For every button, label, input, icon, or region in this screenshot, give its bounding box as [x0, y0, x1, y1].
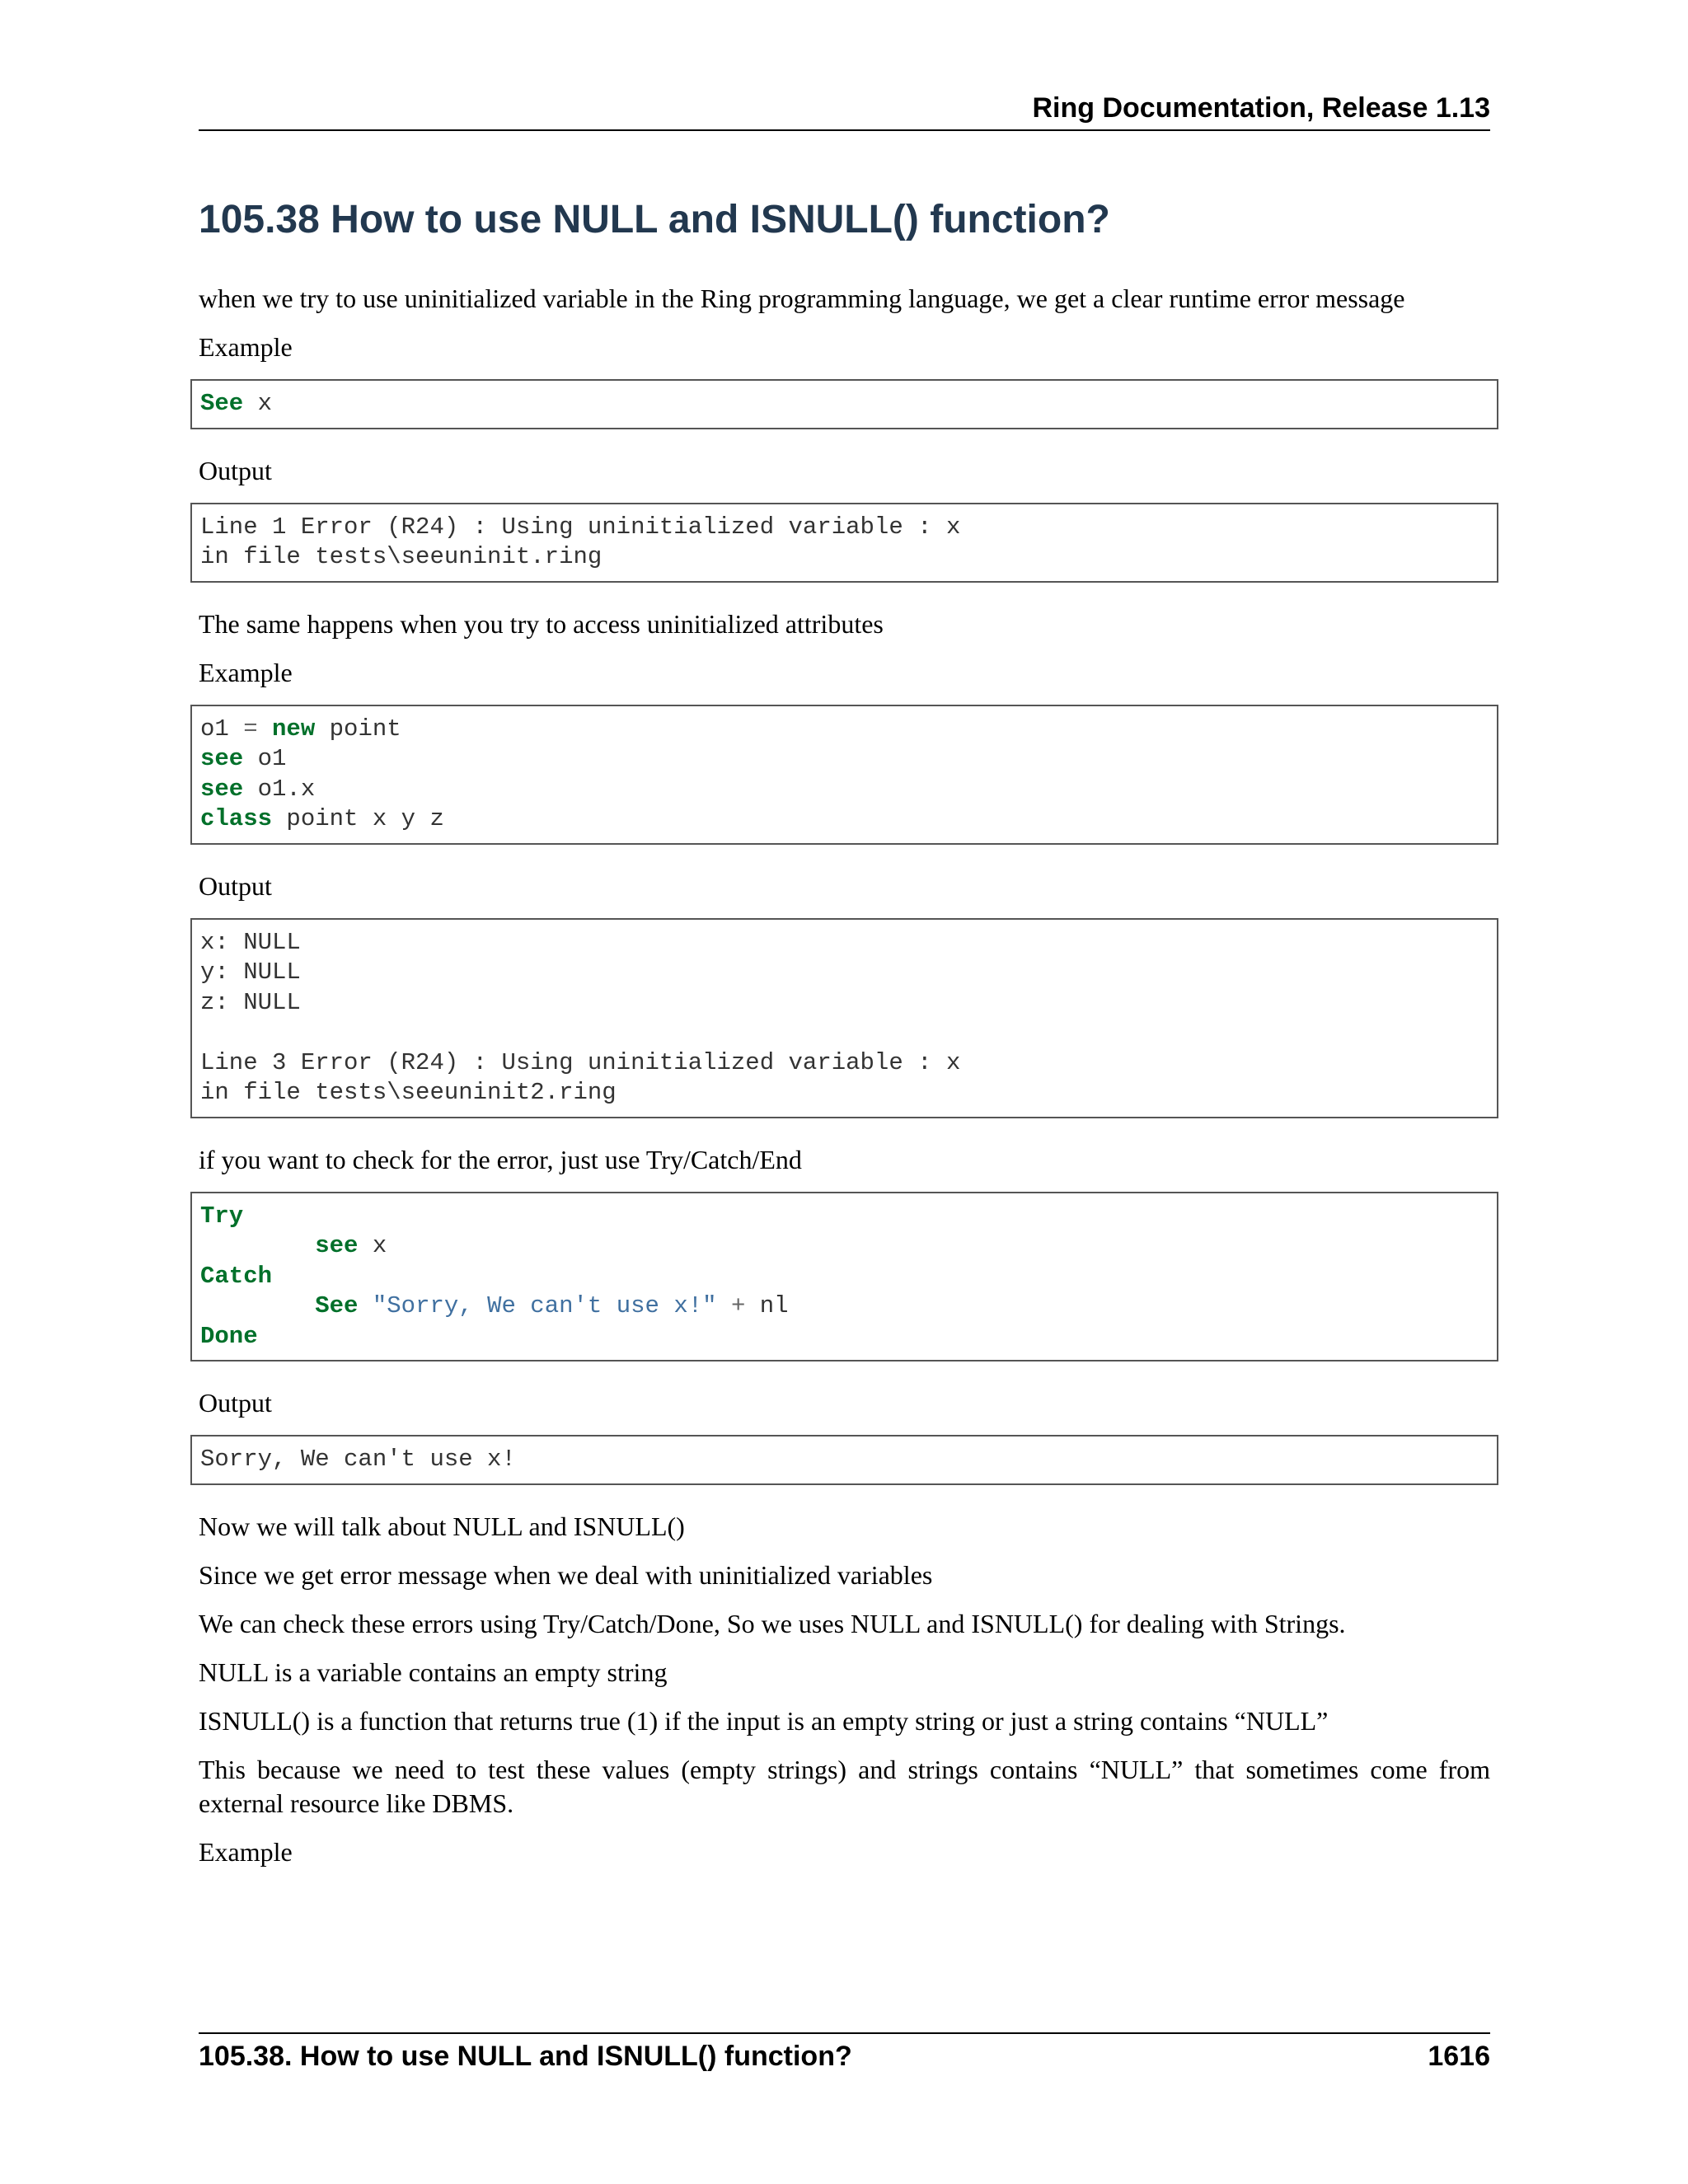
code-indent — [200, 1292, 315, 1319]
string-literal: "Sorry, We can't use x!" — [372, 1292, 717, 1319]
keyword: Try — [200, 1202, 244, 1230]
operator: = — [243, 715, 258, 743]
null-definition-paragraph: NULL is a variable contains an empty string — [199, 1657, 668, 1687]
attributes-paragraph: The same happens when you try to access uninitialized attributes — [199, 608, 884, 639]
code-block-example-3 — [190, 1192, 1498, 1362]
page-number: 1616 — [1428, 2041, 1490, 2072]
code-text: x — [243, 390, 273, 417]
intro-paragraph: when we try to use uninitialized variable in the Ring programming language, we get a clear runtime error message — [199, 284, 1405, 313]
code-text: nl — [745, 1292, 789, 1319]
footer-section-title: 105.38. How to use NULL and ISNULL() function? — [199, 2041, 852, 2072]
page-header: Ring Documentation, Release 1.13 — [199, 92, 1490, 131]
keyword: new — [272, 715, 316, 743]
code-text: o1 — [243, 745, 287, 772]
output-label: Output — [199, 1388, 272, 1418]
example-label: Example — [199, 657, 293, 687]
we-can-paragraph: We can check these errors using Try/Catch/Done, So we uses NULL and ISNULL() for dealing with Strings. — [199, 1608, 1346, 1638]
now-null-paragraph: Now we will talk about NULL and ISNULL() — [199, 1511, 685, 1541]
code-text: point — [315, 715, 401, 743]
keyword: See — [200, 390, 244, 417]
code-text: o1 — [200, 715, 244, 743]
output-label: Output — [199, 455, 272, 485]
keyword: Done — [200, 1322, 258, 1350]
example-label: Example — [199, 1836, 293, 1867]
output-label: Output — [199, 870, 272, 901]
keyword: Catch — [200, 1262, 273, 1290]
section-heading: 105.38 How to use NULL and ISNULL() function? — [199, 198, 1110, 241]
trycatch-paragraph: if you want to check for the error, just use Try/Catch/End — [199, 1144, 802, 1174]
code-block-output-1: Line 1 Error (R24) : Using uninitialized variable : x in file tests\seeuninit.ring — [190, 503, 1498, 583]
code-block-output-3: Sorry, We can't use x! — [190, 1435, 1498, 1485]
this-because-paragraph: This because we need to test these values (empty strings) and strings contains “NULL” that sometimes come from external resource like DBMS. — [199, 1754, 1490, 1818]
page-footer — [199, 2032, 1490, 2073]
example-label: Example — [199, 332, 293, 362]
since-paragraph: Since we get error message when we deal with uninitialized variables — [199, 1559, 933, 1590]
operator: + — [730, 1292, 746, 1319]
code-indent — [200, 1232, 315, 1259]
keyword: see — [200, 775, 244, 803]
keyword: see — [200, 745, 244, 772]
code-text: point x y z — [272, 805, 444, 832]
code-block-example-2 — [190, 705, 1498, 845]
code-block-example-1 — [190, 379, 1498, 429]
code-text: o1.x — [243, 775, 316, 803]
keyword: See — [315, 1292, 359, 1319]
isnull-definition-paragraph: ISNULL() is a function that returns true (1) if the input is an empty string or just a string contains “NULL” — [199, 1705, 1329, 1736]
keyword: class — [200, 805, 273, 832]
page-content — [199, 194, 1490, 1884]
keyword: see — [315, 1232, 359, 1259]
code-text: x — [358, 1232, 387, 1259]
code-block-output-2: x: NULL y: NULL z: NULL Line 3 Error (R24) : Using uninitialized variable : x in file tests\seeuninit2.ring — [190, 918, 1498, 1118]
